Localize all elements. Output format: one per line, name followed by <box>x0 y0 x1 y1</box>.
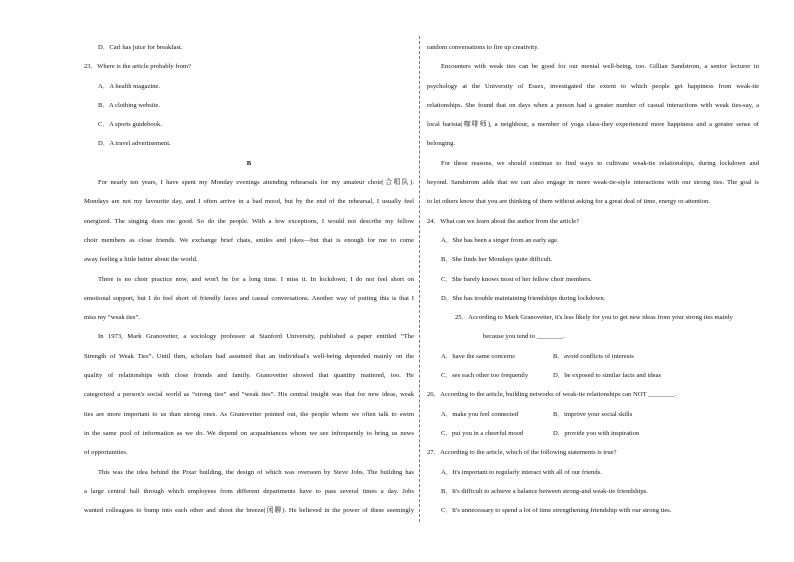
q25-option-d: D．be exposed to similar facts and ideas <box>553 372 662 380</box>
q23-option-d: D．A travel advertisement. <box>98 140 171 148</box>
passage-line: beyond. Sandstrom adds that we can also engage in more weak-tie-style interactions with our strong ties. The goal is <box>427 179 759 187</box>
passage-line: For nearly ten years, I have spent my Monday evenings attending rehearsals for my amateur choir(合唱队). <box>98 179 414 187</box>
q25-option-a: A．have the same concerns <box>441 352 515 360</box>
passage-line: away feeling a little better about the world. <box>84 256 198 264</box>
passage-line: This was the idea behind the Pixar building, the design of which was overseen by Steve Jobs. The building has <box>98 468 414 476</box>
section-heading-b: B <box>246 159 252 167</box>
q27-option-b: B．It's difficult to achieve a balance between strong-and weak-tie friendships. <box>441 487 648 495</box>
q27-option-c: C．It's unnecessary to spend a lot of time strengthening friendship with our strong ties. <box>441 507 672 515</box>
q25-stem-continued: because you tend to ________. <box>483 333 565 341</box>
q26-option-c: C．put you in a cheerful mood <box>441 429 524 437</box>
passage-line: categorized a person's social world as “strong ties” and “weak ties”. His central insight was that for new ideas, weak <box>84 391 414 399</box>
right-column <box>427 38 759 520</box>
passage-line: In 1973, Mark Granovetter, a sociology professor at Stanford University, published a paper entitled “The <box>98 333 414 341</box>
q23-option-b: B．A clothing website. <box>98 101 161 109</box>
passage-line: belonging. <box>427 140 456 148</box>
q26-option-d: D．provide you with inspiration <box>553 429 640 437</box>
q26-option-a: A．make you feel connected <box>441 410 519 418</box>
q22-option-d: D．Carl has juice for breakfast. <box>98 44 183 51</box>
passage-line: Encounters with weak ties can be good for our mental well-being, too. Gillian Sandstrom, a senior lecturer in <box>441 63 759 71</box>
passage-line: local barista(咖啡师), a neighbour, a member of yoga class-they experienced more happiness and a greater sense of <box>427 121 759 129</box>
q27-option-a: A．It's important to regularly interact with all of our friends. <box>441 468 602 476</box>
q25-option-c: C．see each other too frequently <box>441 372 529 380</box>
q26-stem: 26．According to the article, building networks of weak-tie relationships can NOT ________. <box>427 391 677 399</box>
q23-option-c: C．A sports guidebook. <box>98 121 162 129</box>
q23-stem: 23．Where is the article probably from? <box>84 63 192 71</box>
left-column <box>84 38 414 520</box>
passage-line: of opportunities. <box>84 449 128 457</box>
q23-option-a: A．A health magazine. <box>98 82 161 90</box>
column-divider <box>419 36 420 522</box>
passage-line: energized. The singing does me good. So do the people. With a few exceptions, I would not describe my fellow <box>84 217 414 225</box>
passage-line: quality of relationships with close friends and family. Granovetter showed that quantity mattered, too. He <box>84 372 414 380</box>
q26-options-row-1 <box>427 405 759 424</box>
q24-option-a: A．She has been a singer from an early age. <box>441 236 559 244</box>
q24-option-c: C．She barely knows most of her fellow choir members. <box>441 275 592 283</box>
q24-option-b: B．She finds her Mondays quite difficult. <box>441 256 553 264</box>
passage-line: to let others know that you are thinking of them without asking for a great deal of time, energy or attention. <box>427 198 710 206</box>
passage-line: wanted colleagues to bump into each other and shoot the breeze(闲聊). He believed in the power of these seemingly <box>84 507 414 515</box>
passage-line: relationships. She found that on days when a person had a greater number of casual interactions with weak ties-say, a <box>427 101 759 109</box>
passage-line: For these reasons, we should continue to find ways to cultivate weak-tie relationships, during lockdown and <box>441 159 759 167</box>
q26-option-b: B．improve your social skills <box>553 410 633 418</box>
passage-line: There is no choir practice now, and won't be for a long time. I miss it. In lockdown, I do not feel short on <box>98 275 414 283</box>
q25-stem: 25．According to Mark Granovetter, it's less likely for you to get new ideas from your strong ties mainly <box>455 314 733 322</box>
passage-line: in the same pool of information as we do. We depend on acquaintances whom we see infrequently to bring us news <box>84 429 414 437</box>
passage-line: random conversations to fire up creativity. <box>427 44 539 51</box>
q25-option-b: B．avoid conflicts of interests <box>553 352 634 360</box>
passage-line: Mondays are not my favourite day, and I often arrive in a bad mood, but by the end of the rehearsal, I usually feel <box>84 198 414 206</box>
q27-stem: 27．According to the article, which of the following statements is true? <box>427 449 617 457</box>
passage-line: ties are more important to us than strong ones. As Granovetter pointed out, the people whom we often talk to swim <box>84 410 414 418</box>
passage-line: emotional support, but I do feel short of friendly faces and casual conversations. Another way of putting this is that I <box>84 294 414 302</box>
q25-options-row-1 <box>427 347 759 366</box>
q26-options-row-2 <box>427 424 759 443</box>
passage-line: psychology at the University of Essex, investigated the extent to which people get happiness from weak-tie <box>427 82 759 90</box>
passage-line: miss my “weak ties”. <box>84 314 141 322</box>
q24-option-d: D．She has trouble maintaining friendships during lockdown. <box>441 294 606 302</box>
passage-line: choir members as close friends. We exchange brief chats, smiles and jokes—but that is enough for me to come <box>84 236 414 244</box>
passage-line: Strength of Weak Ties”. Until then, scholars had assumed that an individual's well-being depended mainly on the <box>84 352 414 360</box>
q25-options-row-2 <box>427 366 759 385</box>
q24-stem: 24．What can we learn about the author from the article? <box>427 217 580 225</box>
passage-line: a large central hall through which employees from different departments have to pass several times a day. Jobs <box>84 487 414 495</box>
